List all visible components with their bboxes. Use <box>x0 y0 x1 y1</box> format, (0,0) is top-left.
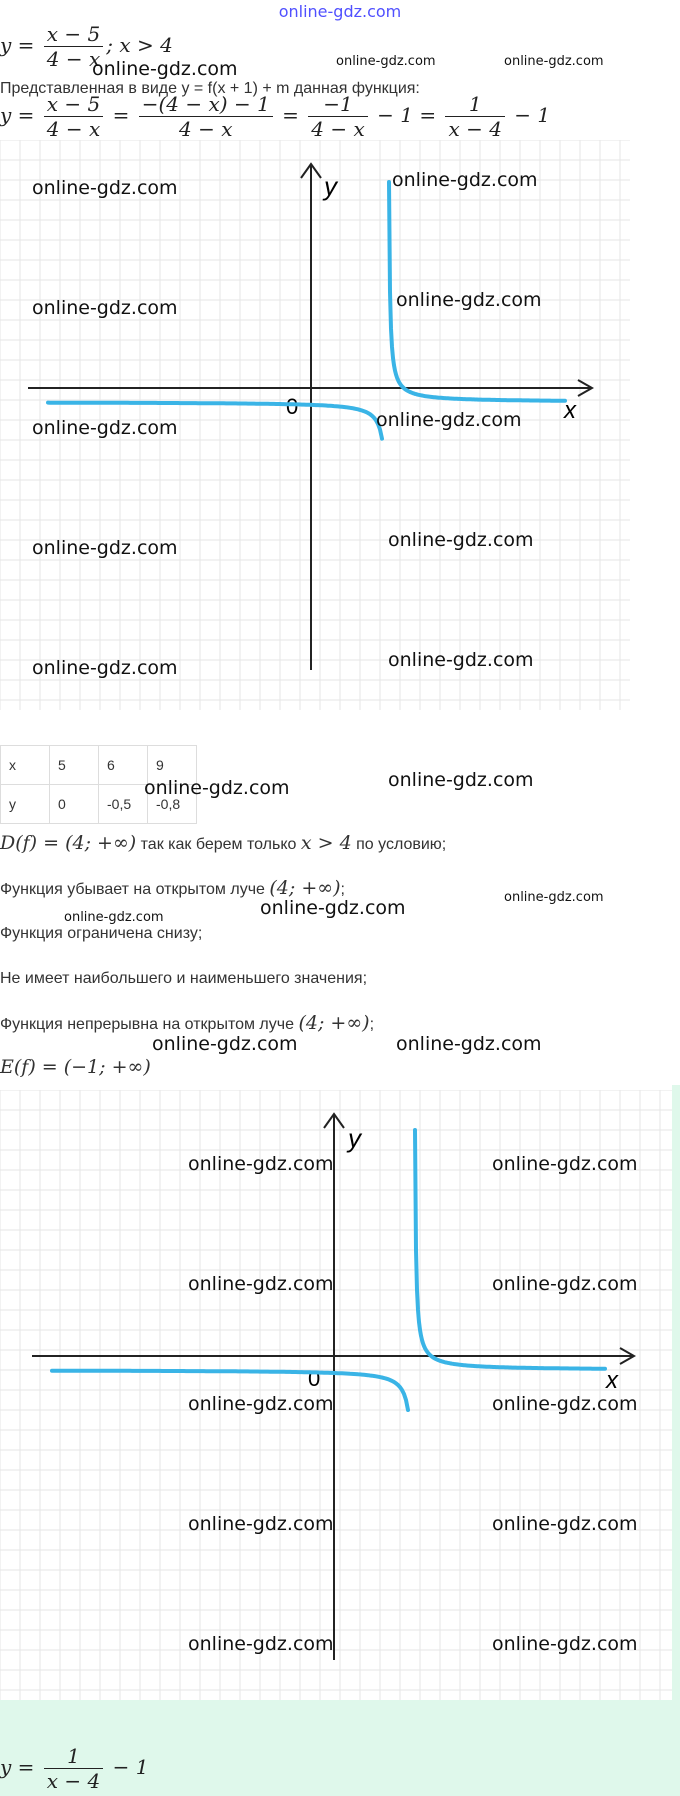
watermark[interactable]: online-gdz.com <box>492 1273 638 1295</box>
watermark[interactable]: online-gdz.com <box>32 297 178 319</box>
intro-text: Представленная в виде y = f(x + 1) + m данная функция: <box>0 80 420 97</box>
condition-numerator: x − 5 <box>44 22 103 47</box>
watermark[interactable]: online-gdz.com <box>32 537 178 559</box>
watermark[interactable]: online-gdz.com <box>492 1513 638 1535</box>
final-formula: y = $\frac{1}{x - 4}$ − 1 <box>0 1744 149 1793</box>
watermark[interactable]: online-gdz.com <box>388 529 534 551</box>
continuous-line: Функция непрерывна на открытом луче (4; +∞); <box>0 1012 375 1034</box>
table-cell: y <box>1 785 50 824</box>
watermark[interactable]: online-gdz.com <box>188 1393 334 1415</box>
table-cell: x <box>1 746 50 785</box>
watermark[interactable]: online-gdz.com <box>64 910 164 925</box>
graph-2-x-label: x <box>606 1367 618 1394</box>
watermark[interactable]: online-gdz.com <box>92 58 238 80</box>
derivation-formula: y = $\frac{x - 5}{4 - x}$ = $\frac{-(4 - x) - 1}{4 - x}$ = $\frac{-1}{4 - x}$ − 1 = $\frac{1}{x - 4}$ − 1 <box>0 92 551 141</box>
watermark[interactable]: online-gdz.com <box>376 409 522 431</box>
watermark[interactable]: online-gdz.com <box>32 657 178 679</box>
watermark[interactable]: online-gdz.com <box>152 1033 298 1055</box>
watermark[interactable]: online-gdz.com <box>188 1633 334 1655</box>
watermark[interactable]: online-gdz.com <box>388 649 534 671</box>
watermark[interactable]: online-gdz.com <box>32 177 178 199</box>
watermark[interactable]: online-gdz.com <box>336 54 436 69</box>
watermark[interactable]: online-gdz.com <box>188 1153 334 1175</box>
watermark[interactable]: online-gdz.com <box>144 777 290 799</box>
table-cell: -0,8 <box>148 785 197 824</box>
graph-1-y-label: y <box>324 171 337 201</box>
watermark[interactable]: online-gdz.com <box>492 1393 638 1415</box>
condition-restriction: ; x > 4 <box>106 33 173 57</box>
decreasing-line: Функция убывает на открытом луче (4; +∞); <box>0 877 345 899</box>
watermark[interactable]: online-gdz.com <box>492 1633 638 1655</box>
graph-2-y-label: y <box>348 1123 361 1153</box>
bounded-line: Функция ограничена снизу; <box>0 925 203 942</box>
watermark[interactable]: online-gdz.com <box>396 1033 542 1055</box>
watermark[interactable]: online-gdz.com <box>188 1513 334 1535</box>
watermark[interactable]: online-gdz.com <box>32 417 178 439</box>
table-cell: 0 <box>50 785 99 824</box>
site-watermark-top[interactable]: online-gdz.com <box>278 2 402 21</box>
domain-line: D(f) = (4; +∞) так как берем только x > 4 по условию; <box>0 832 447 854</box>
watermark[interactable]: online-gdz.com <box>388 769 534 791</box>
graph-2-origin-label: 0 <box>308 1366 321 1391</box>
watermark[interactable]: online-gdz.com <box>504 890 604 905</box>
table-cell: 9 <box>148 746 197 785</box>
graph-1-origin-label: 0 <box>286 394 299 419</box>
watermark[interactable]: online-gdz.com <box>504 54 604 69</box>
extrema-line: Не имеет наибольшего и наименьшего значения; <box>0 970 368 987</box>
condition-formula: y = $\frac{x - 5}{4 - x}$ ; x > 4 <box>0 22 173 71</box>
green-strip <box>672 1085 680 1700</box>
table-cell: 6 <box>99 746 148 785</box>
table-cell: 5 <box>50 746 99 785</box>
final-formula-band <box>0 1700 680 1796</box>
graph-1-x-label: x <box>564 397 576 424</box>
range-line: E(f) = (−1; +∞) <box>0 1056 151 1078</box>
watermark[interactable]: online-gdz.com <box>396 289 542 311</box>
watermark[interactable]: online-gdz.com <box>260 897 406 919</box>
watermark[interactable]: online-gdz.com <box>392 169 538 191</box>
watermark[interactable]: online-gdz.com <box>492 1153 638 1175</box>
condition-denominator: 4 − x <box>46 47 101 71</box>
watermark[interactable]: online-gdz.com <box>188 1273 334 1295</box>
table-cell: -0,5 <box>99 785 148 824</box>
